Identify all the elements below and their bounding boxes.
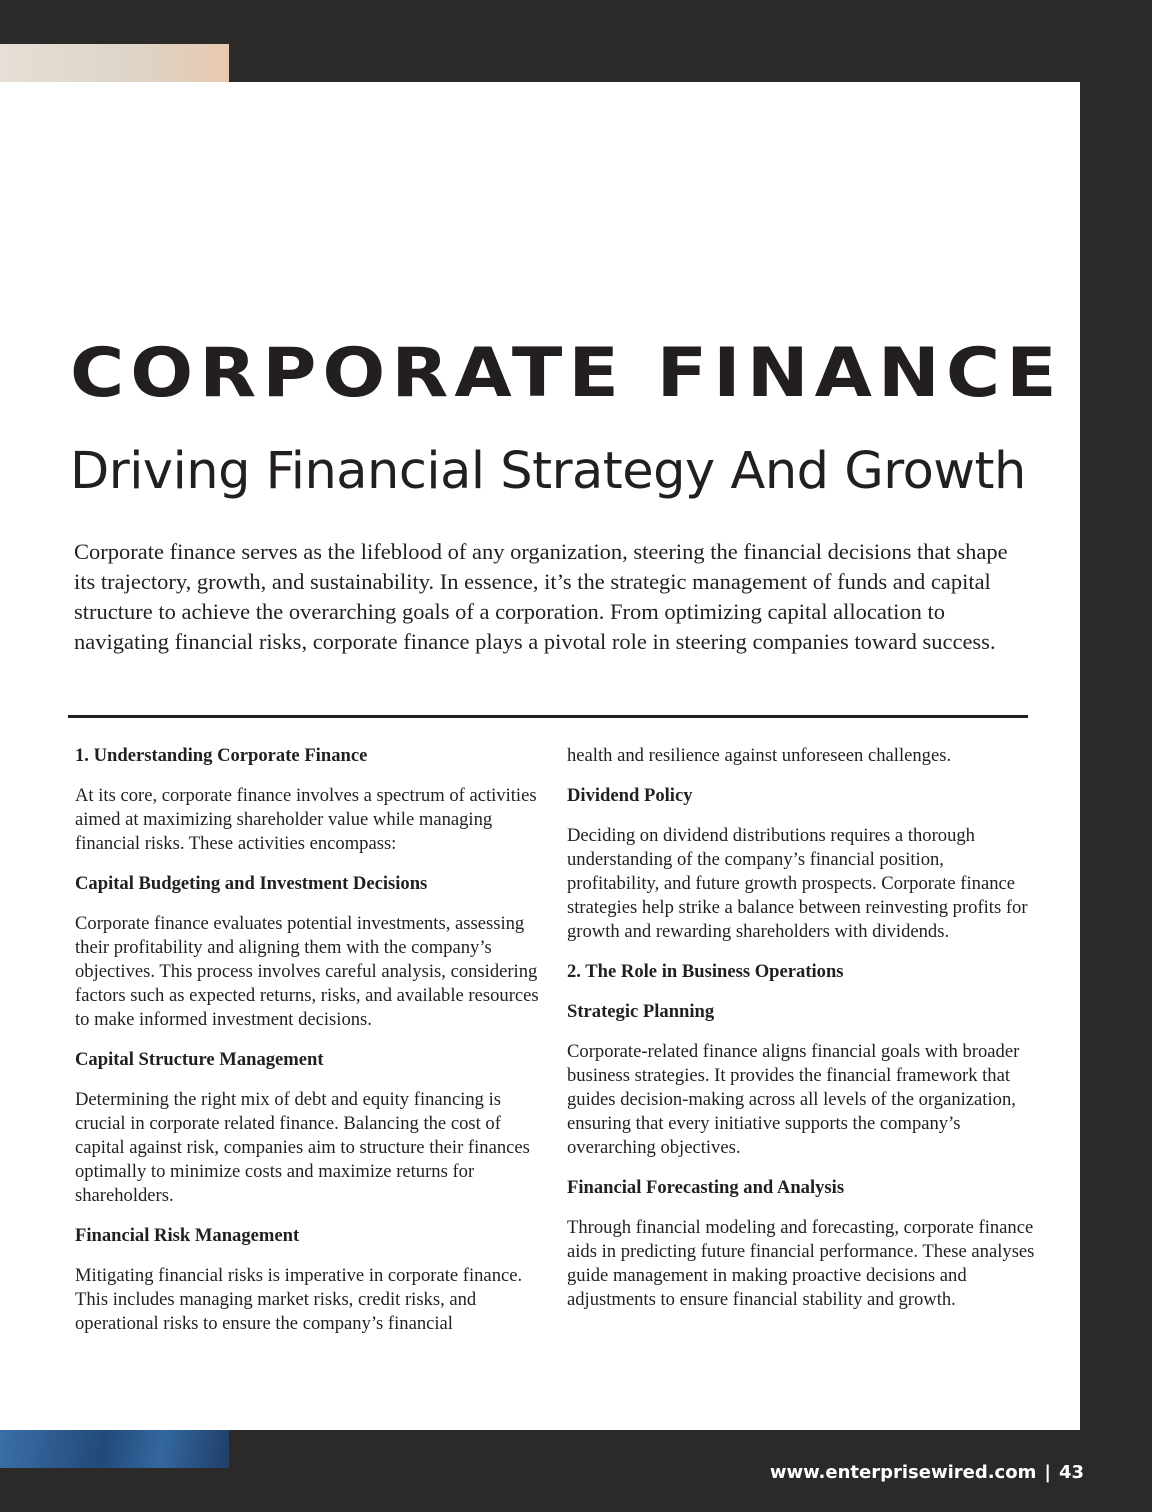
paragraph: Deciding on dividend distributions requires a thorough understanding of the company’s financial position, profitability, and future growth prospects. Corporate finance strategies help strike a balance between reinvesting profits for growth and rewarding shareholders with dividends. [567, 825, 1028, 942]
subheading-financial-risk: Financial Risk Management [75, 1225, 300, 1246]
section-divider [68, 715, 1028, 718]
paragraph: At its core, corporate finance involves a spectrum of activities aimed at maximizing shareholder value while managing financial risks. These activities encompass: [75, 785, 537, 854]
footer-url[interactable]: www.enterprisewired.com [769, 1462, 1037, 1483]
paragraph: Corporate-related finance aligns financial goals with broader business strategies. It provides the financial framework that guides decision-making across all levels of the organization, ensuring that every initiative supports the company’s overarching objectives. [567, 1041, 1020, 1158]
subheading-forecasting: Financial Forecasting and Analysis [567, 1177, 845, 1198]
footer-separator: | [1044, 1462, 1051, 1483]
section-heading-business-operations: 2. The Role in Business Operations [567, 961, 844, 982]
paragraph-continued: health and resilience against unforeseen challenges. [567, 745, 952, 766]
subheading-capital-budgeting: Capital Budgeting and Investment Decisions [75, 873, 428, 894]
section-heading-understanding: 1. Understanding Corporate Finance [75, 745, 368, 766]
paragraph: Corporate finance evaluates potential investments, assessing their profitability and aligning them with the company’s objectives. This process involves careful analysis, considering factors such as expected returns, risks, and available resources to make informed investment decisions. [75, 913, 539, 1030]
left-column [75, 744, 543, 1352]
page-footer [770, 1462, 1084, 1483]
top-photo-strip [0, 44, 229, 84]
paragraph: Through financial modeling and forecasting, corporate finance aids in predicting future financial performance. These analyses guide management in making proactive decisions and adjustments to ensure financial stability and growth. [567, 1217, 1035, 1310]
article-title: CORPORATE FINANCE [70, 333, 1063, 413]
subheading-capital-structure: Capital Structure Management [75, 1049, 324, 1070]
paragraph: Mitigating financial risks is imperative in corporate finance. This includes managing market risks, credit risks, and operational risks to ensure the company’s financial [75, 1265, 523, 1334]
intro-paragraph: Corporate finance serves as the lifeblood of any organization, steering the financial decisions that shape its trajectory, growth, and sustainability. In essence, it’s the strategic management of funds and capital structure to achieve the overarching goals of a corporation. From optimizing capital allocation to navigating financial risks, corporate finance plays a pivotal role in steering companies toward success. [74, 539, 1008, 654]
right-column [567, 744, 1037, 1328]
page-number: 43 [1058, 1462, 1084, 1483]
paragraph: Determining the right mix of debt and equity financing is crucial in corporate related finance. Balancing the cost of capital against risk, companies aim to structure their finances optimally to minimize costs and maximize returns for shareholders. [75, 1089, 530, 1206]
article-subtitle: Driving Financial Strategy And Growth [70, 442, 1026, 501]
bottom-photo-strip [0, 1428, 229, 1468]
subheading-dividend-policy: Dividend Policy [567, 785, 693, 806]
subheading-strategic-planning: Strategic Planning [567, 1001, 715, 1022]
